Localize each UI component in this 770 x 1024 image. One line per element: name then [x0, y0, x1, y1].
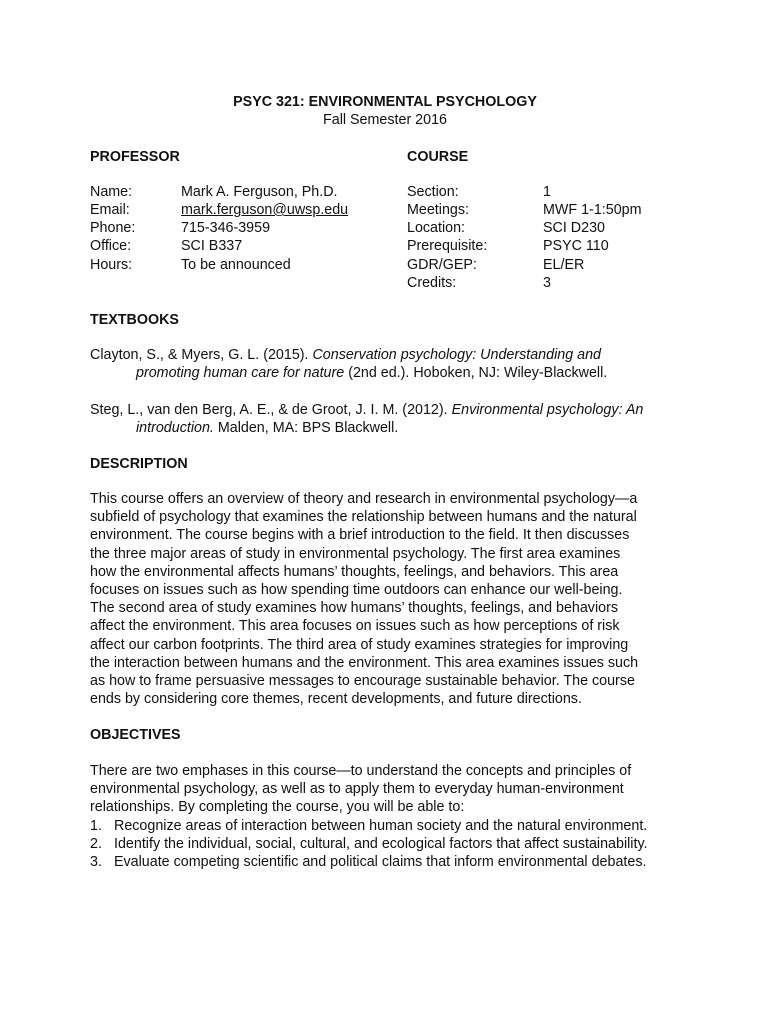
objective-number: 3. — [90, 854, 102, 870]
professor-hours-label: Hours: — [90, 257, 133, 273]
professor-name-label: Name: — [90, 184, 133, 200]
objectives-heading: OBJECTIVES — [90, 727, 181, 743]
professor-email-label: Email: — [90, 202, 130, 218]
professor-hours-value: To be announced — [181, 257, 291, 273]
reference-publisher: (2nd ed.). Hoboken, NJ: Wiley-Blackwell. — [344, 365, 608, 382]
reference-title-cont: introduction. — [136, 420, 214, 437]
objectives-intro-line: environmental psychology, as well as to apply them to everyday human-environment — [90, 781, 624, 798]
objectives-intro-line: There are two emphases in this course—to understand the concepts and principles of — [90, 763, 632, 779]
objective-item-1 — [90, 817, 647, 835]
professor-email-link[interactable]: mark.ferguson@uwsp.edu — [181, 202, 349, 218]
description-line: ends by considering core themes, recent developments, and future directions. — [90, 691, 582, 708]
objective-number: 2. — [90, 836, 102, 852]
objective-text: Recognize areas of interaction between human society and the natural environment. — [114, 818, 648, 834]
professor-office-value: SCI B337 — [181, 238, 243, 254]
textbook-reference-2 — [90, 401, 690, 437]
course-title: PSYC 321: ENVIRONMENTAL PSYCHOLOGY — [233, 94, 537, 110]
course-gdr-value: EL/ER — [543, 257, 585, 273]
course-credits-value: 3 — [543, 275, 551, 291]
description-line: affect our carbon footprints. The third area of study examines strategies for improving — [90, 636, 629, 653]
reference-title-cont: promoting human care for nature — [136, 365, 345, 382]
objective-item-3 — [90, 853, 646, 871]
reference-authors: Steg, L., van den Berg, A. E., & de Groot, J. I. M. (2012). — [90, 402, 452, 418]
description-line: The second area of study examines how humans’ thoughts, feelings, and behaviors — [90, 600, 618, 617]
objective-number: 1. — [90, 818, 102, 834]
course-gdr-label: GDR/GEP: — [407, 257, 477, 273]
objective-text: Identify the individual, social, cultural, and ecological factors that affect sustainability. — [114, 836, 648, 852]
course-location-value: SCI D230 — [543, 220, 605, 236]
description-paragraph — [90, 490, 690, 708]
objective-text: Evaluate competing scientific and political claims that inform environmental debates. — [114, 854, 647, 870]
course-prerequisite-value: PSYC 110 — [543, 238, 609, 254]
professor-phone-value: 715-346-3959 — [181, 220, 271, 236]
reference-authors: Clayton, S., & Myers, G. L. (2015). — [90, 347, 313, 363]
professor-heading: PROFESSOR — [90, 149, 180, 165]
course-meetings-label: Meetings: — [407, 202, 469, 218]
reference-publisher: Malden, MA: BPS Blackwell. — [213, 420, 399, 437]
professor-name-value: Mark A. Ferguson, Ph.D. — [181, 184, 338, 200]
description-line: the interaction between humans and the environment. This area examines issues such — [90, 654, 639, 671]
objectives-intro-line: relationships. By completing the course, you will be able to: — [90, 799, 465, 816]
course-heading: COURSE — [407, 149, 469, 165]
objectives-intro — [90, 762, 690, 817]
course-prerequisite-label: Prerequisite: — [407, 238, 488, 254]
description-line: how the environmental affects humans’ thoughts, feelings, and behaviors. This area — [90, 563, 619, 580]
professor-office-label: Office: — [90, 238, 132, 254]
description-line: the three major areas of study in environmental psychology. The first area examines — [90, 545, 621, 562]
description-line: environment. The course begins with a brief introduction to the field. It then discusses — [90, 527, 630, 544]
objective-item-2 — [90, 835, 648, 853]
course-credits-label: Credits: — [407, 275, 457, 291]
reference-title: Conservation psychology: Understanding and — [312, 347, 601, 363]
description-heading: DESCRIPTION — [90, 456, 188, 472]
professor-phone-label: Phone: — [90, 220, 136, 236]
description-line: focuses on issues such as how spending time outdoors can enhance our well-being. — [90, 582, 623, 599]
course-meetings-value: MWF 1-1:50pm — [543, 202, 642, 218]
course-section-label: Section: — [407, 184, 459, 200]
description-line: as how to frame persuasive messages to encourage sustainable behavior. The course — [90, 673, 635, 690]
description-line: subfield of psychology that examines the relationship between humans and the natural — [90, 509, 637, 526]
textbook-reference-1 — [90, 346, 690, 382]
description-line: This course offers an overview of theory and research in environmental psychology—a — [90, 491, 638, 507]
description-line: affect the environment. This area focuses on issues such as how perceptions of risk — [90, 618, 620, 635]
reference-title: Environmental psychology: An — [451, 402, 644, 418]
course-location-label: Location: — [407, 220, 466, 236]
course-section-value: 1 — [543, 184, 551, 200]
textbooks-heading: TEXTBOOKS — [90, 312, 179, 328]
semester: Fall Semester 2016 — [323, 112, 447, 128]
